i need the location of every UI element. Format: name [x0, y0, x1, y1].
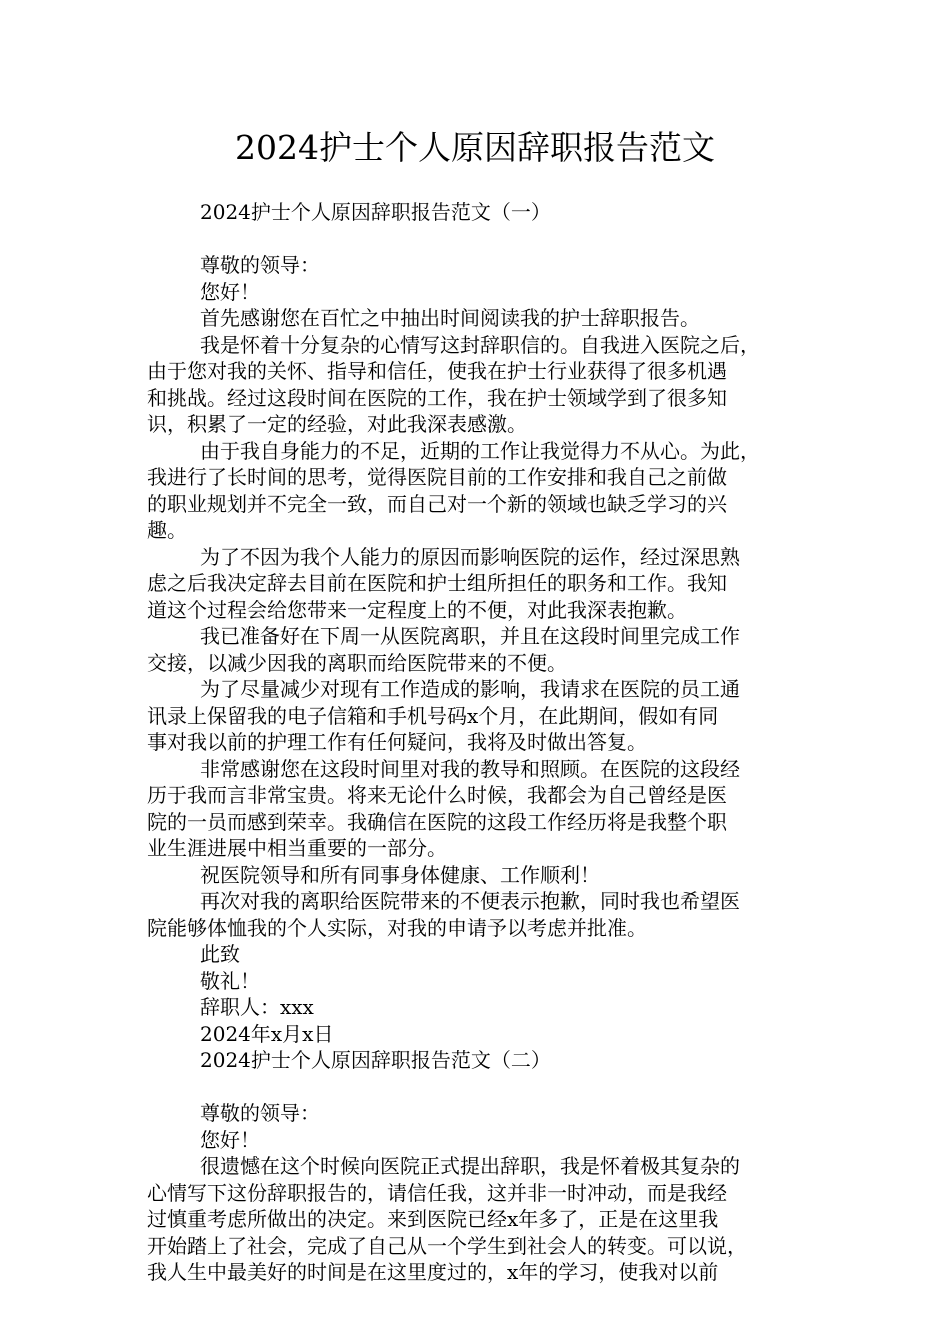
paragraph-line: 我已准备好在下周一从医院离职，并且在这段时间里完成工作 — [200, 624, 740, 648]
salutation: 尊敬的领导： — [200, 1101, 320, 1125]
paragraph-line: 虑之后我决定辞去目前在医院和护士组所担任的职务和工作。我知 — [147, 571, 727, 595]
date-line: 2024年x月x日 — [200, 1021, 334, 1046]
paragraph-line: 由于您对我的关怀、指导和信任，使我在护士行业获得了很多机遇 — [147, 359, 727, 383]
paragraph-line: 的职业规划并不完全一致，而自己对一个新的领域也缺乏学习的兴 — [147, 491, 727, 516]
salutation: 尊敬的领导： — [200, 253, 320, 277]
paragraph-line: 趣。 — [147, 518, 187, 542]
paragraph-line: 首先感谢您在百忙之中抽出时间阅读我的护士辞职报告。 — [200, 306, 700, 330]
blank-line — [147, 226, 823, 253]
paragraph-line: 过慎重考虑所做出的决定。来到医院已经x年多了，正是在这里我 — [147, 1207, 719, 1231]
paragraph-line: 心情写下这份辞职报告的，请信任我，这并非一时冲动，而是我经 — [147, 1180, 727, 1205]
paragraph-line: 祝医院领导和所有同事身体健康、工作顺利！ — [200, 862, 600, 887]
section-heading: 2024护士个人原因辞职报告范文（一） — [200, 200, 551, 224]
document-title: 2024护士个人原因辞职报告范文 — [235, 128, 715, 167]
paragraph-line: 为了尽量减少对现有工作造成的影响，我请求在医院的员工通 — [200, 677, 740, 701]
paragraph-line: 业生涯进展中相当重要的一部分。 — [147, 836, 447, 860]
greeting: 您好！ — [200, 279, 260, 304]
paragraph-line: 讯录上保留我的电子信箱和手机号码x个月，在此期间，假如有同 — [147, 703, 719, 728]
paragraph-line: 再次对我的离职给医院带来的不便表示抱歉，同时我也希望医 — [200, 889, 740, 913]
section-heading: 2024护士个人原因辞职报告范文（二） — [200, 1048, 551, 1072]
paragraph-line: 开始踏上了社会，完成了自己从一个学生到社会人的转变。可以说， — [147, 1233, 747, 1258]
paragraph-line: 道这个过程会给您带来一定程度上的不便，对此我深表抱歉。 — [147, 597, 687, 622]
paragraph-line: 我是怀着十分复杂的心情写这封辞职信的。自我进入医院之后， — [200, 332, 760, 357]
closing-line: 敬礼！ — [200, 968, 260, 993]
signature-line: 辞职人：xxx — [200, 995, 314, 1019]
paragraph-line: 我进行了长时间的思考，觉得医院目前的工作安排和我自己之前做 — [147, 465, 727, 489]
document-body — [147, 199, 823, 1286]
paragraph-line: 事对我以前的护理工作有任何疑问，我将及时做出答复。 — [147, 730, 647, 754]
paragraph-line: 交接，以减少因我的离职而给医院带来的不便。 — [147, 650, 567, 675]
paragraph-line: 院的一员而感到荣幸。我确信在医院的这段工作经历将是我整个职 — [147, 809, 727, 834]
paragraph-line: 非常感谢您在这段时间里对我的教导和照顾。在医院的这段经 — [200, 756, 740, 781]
blank-line — [147, 1074, 823, 1101]
paragraph-line: 院能够体恤我的个人实际，对我的申请予以考虑并批准。 — [147, 915, 647, 940]
paragraph-line: 由于我自身能力的不足，近期的工作让我觉得力不从心。为此， — [200, 438, 760, 463]
paragraph-line: 我人生中最美好的时间是在这里度过的，x年的学习，使我对以前 — [147, 1260, 719, 1284]
closing-line: 此致 — [200, 942, 240, 966]
paragraph-line: 识，积累了一定的经验，对此我深表感激。 — [147, 412, 527, 436]
paragraph-line: 很遗憾在这个时候向医院正式提出辞职，我是怀着极其复杂的 — [200, 1154, 740, 1178]
paragraph-line: 历于我而言非常宝贵。将来无论什么时候，我都会为自己曾经是医 — [147, 783, 727, 807]
paragraph-line: 和挑战。经过这段时间在医院的工作，我在护士领域学到了很多知 — [147, 385, 727, 410]
paragraph-line: 为了不因为我个人能力的原因而影响医院的运作，经过深思熟 — [200, 544, 740, 569]
greeting: 您好！ — [200, 1127, 260, 1152]
